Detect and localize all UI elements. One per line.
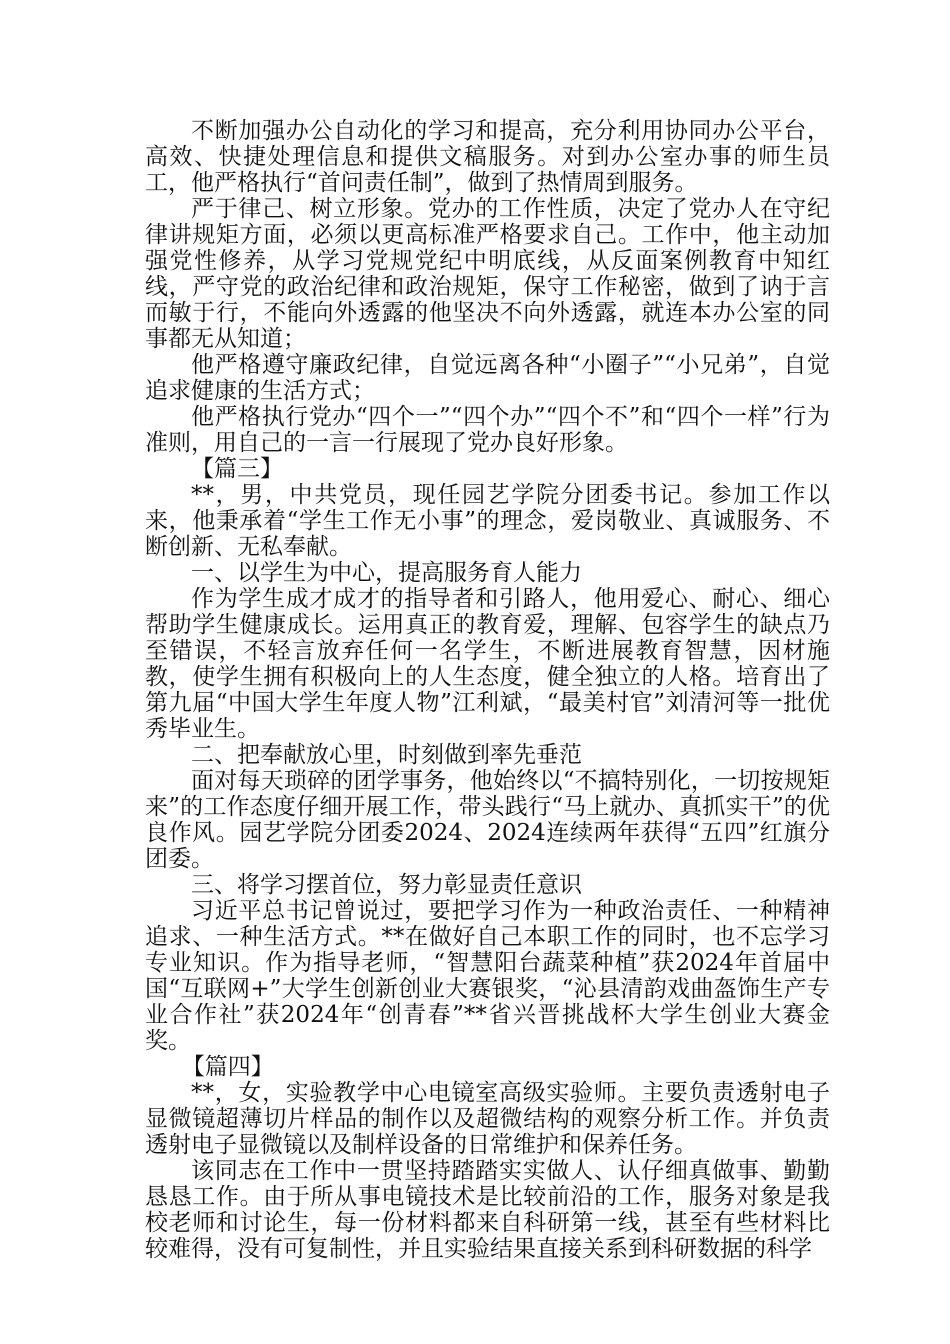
- subheading-student-centered: 一、以学生为中心，提高服务育人能力: [191, 560, 582, 586]
- paragraph-part-three-intro: **，男，中共党员，现任园艺学院分团委书记。参加工作以来，他秉承着“学生工作无小事”的理念，爱岗敬业、真诚服务、不断创新、无私奉献。: [145, 482, 830, 560]
- section-heading-part-three: 【篇三】: [191, 456, 283, 482]
- subheading-dedication: 二、把奉献放心里，时刻做到率先垂范: [191, 742, 582, 768]
- paragraph-office-automation: 不断加强办公自动化的学习和提高，充分利用协同办公平台，高效、快捷处理信息和提供文稿服务。对到办公室办事的师生员工，他严格执行“首问责任制”，做到了热情周到服务。: [145, 118, 830, 196]
- paragraph-youth-league-work: 面对每天琐碎的团学事务，他始终以“不搞特别化，一切按规矩来”的工作态度仔细开展工作，带头践行“马上就办、真抓实干”的优良作风。园艺学院分团委2024、2024连续两年获得“五四”红旗分团委。: [145, 768, 830, 872]
- paragraph-electron-microscopy-work: 该同志在工作中一贯坚持踏踏实实做人、认仔细真做事、勤勤恳恳工作。由于所从事电镜技术是比较前沿的工作，服务对象是我校老师和讨论生，每一份材料都来自科研第一线，甚至有些材料比较难得，没有可复制性，并且实验结果直接关系到科研数据的科学: [145, 1158, 830, 1262]
- subheading-learning-first: 三、将学习摆首位，努力彰显责任意识: [191, 872, 582, 898]
- paragraph-part-four-intro: **，女，实验教学中心电镜室高级实验师。主要负责透射电子显微镜超薄切片样品的制作以及超微结构的观察分析工作。并负责透射电子显微镜以及制样设备的日常维护和保养任务。: [145, 1080, 830, 1158]
- section-heading-part-four: 【篇四】: [181, 1054, 274, 1080]
- paragraph-code-of-conduct: 他严格执行党办“四个一”“四个办”“四个不”和“四个一样”行为准则，用自己的一言一行展现了党办良好形象。: [145, 404, 830, 456]
- paragraph-student-growth: 作为学生成才成才的指导者和引路人，他用爱心、耐心、细心帮助学生健康成长。运用真正的教育爱，理解、包容学生的缺点乃至错误，不轻言放弃任何一名学生，不断进展教育智慧，因材施教，使学生拥有积极向上的人生态度，健全独立的人格。培育出了第九届“中国大学生年度人物”江利斌，“最美村官”刘清河等一批优秀毕业生。: [145, 586, 830, 742]
- paragraph-integrity: 他严格遵守廉政纪律，自觉远离各种“小圈子”“小兄弟”，自觉追求健康的生活方式；: [145, 352, 830, 404]
- document-body: [145, 118, 830, 1262]
- paragraph-self-discipline: 严于律己、树立形象。党办的工作性质，决定了党办人在守纪律讲规矩方面，必须以更高标准严格要求自己。工作中，他主动加强党性修养，从学习党规党纪中明底线，从反面案例教育中知红线，严守党的政治纪律和政治规矩，保守工作秘密，做到了讷于言而敏于行，不能向外透露的他坚决不向外透露，就连本办公室的同事都无从知道；: [145, 196, 830, 352]
- paragraph-learning-awards: 习近平总书记曾说过，要把学习作为一种政治责任、一种精神追求、一种生活方式。**在做好自己本职工作的同时，也不忘学习专业知识。作为指导老师，“智慧阳台蔬菜种植”获2024年首届中国“互联网+”大学生创新创业大赛银奖，“沁县清韵戏曲盔饰生产专业合作社”获2024年“创青春”**省兴晋挑战杯大学生创业大赛金奖。: [145, 898, 830, 1054]
